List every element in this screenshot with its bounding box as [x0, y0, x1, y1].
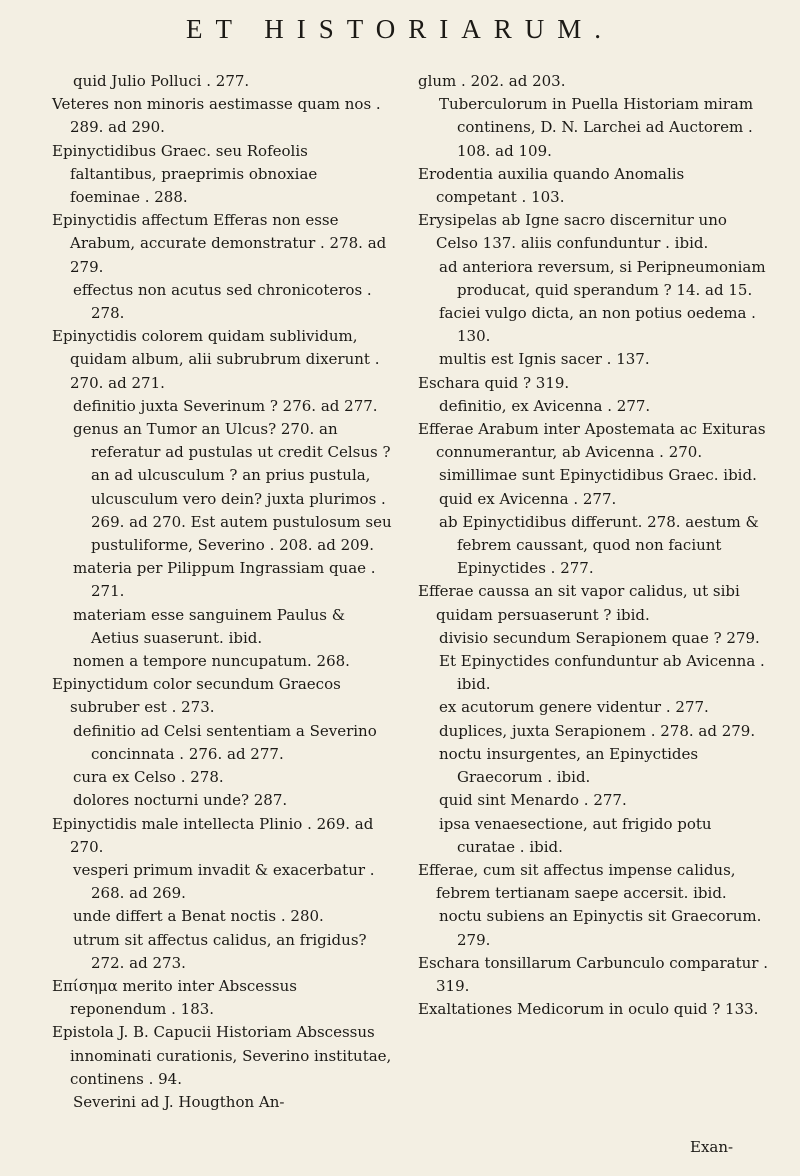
index-entry: ab Epinyctidibus differunt. 278. aestum & febrem caussant, quod non faciunt Epinyctides . 277. — [439, 512, 759, 578]
index-entry: materiam esse sanguinem Paulus & Aetius suaserunt. ibid. — [73, 605, 346, 647]
index-entry: Erysipelas ab Igne sacro discernitur uno Celso 137. aliis confunduntur . ibid. — [418, 211, 727, 253]
index-entry: Epinyctidum color secundum Graecos subruber est . 273. — [52, 675, 341, 717]
index-entry: effectus non acutus sed chronicoteros . 278. — [73, 280, 372, 323]
index-entry: ipsa venaesectione, aut frigido potu curatae . ibid. — [439, 814, 712, 856]
index-entry: dolores nocturni unde? 287. — [73, 791, 288, 810]
index-entry: Tuberculorum in Puella Historiam miram continens, D. N. Larchei ad Auctorem . 108. ad 109. — [439, 95, 754, 160]
index-entry: Exaltationes Medicorum in oculo quid ? 133. — [418, 1000, 759, 1019]
index-entry: divisio secundum Serapionem quae ? 279. — [439, 628, 760, 647]
index-entry: glum . 202. ad 203. — [418, 72, 566, 90]
index-entry: Veteres non minoris aestimasse quam nos . 289. ad 290. — [52, 95, 381, 137]
index-entry: Severini ad J. Hougthon An- — [73, 1092, 285, 1111]
index-entry: materia per Pilippum Ingrassiam quae . 271. — [73, 559, 376, 601]
index-column-right — [418, 70, 768, 1021]
index-entry: duplices, juxta Serapionem . 278. ad 279. — [439, 721, 756, 740]
index-entry: quid Julio Polluci . 277. — [73, 72, 250, 90]
index-entry: Epinyctidis affectum Efferas non esse Arabum, accurate demonstratur . 278. ad 279. — [52, 211, 387, 276]
index-entry: vesperi primum invadit & exacerbatur . 268. ad 269. — [73, 860, 375, 903]
index-entry: Epinyctidis colorem quidam sublividum, quidam album, alii subrubrum dixerunt . 270. ad 271. — [52, 327, 380, 392]
index-entry: unde differt a Benat noctis . 280. — [73, 907, 324, 926]
index-entry: Efferae Arabum inter Apostemata ac Exituras connumerantur, ab Avicenna . 270. — [418, 420, 766, 462]
index-entry: definitio ad Celsi sententiam a Severino concinnata . 276. ad 277. — [73, 721, 377, 763]
index-entry: ex acutorum genere videntur . 277. — [439, 698, 709, 717]
index-entry: faciei vulgo dicta, an non potius oedema . 130. — [439, 304, 756, 346]
index-entry: Epistola J. B. Capucii Historiam Abscessus innominati curationis, Severino institutae, continens . 94. — [52, 1023, 392, 1088]
index-entry: Epinyctidis male intellecta Plinio . 269. ad 270. — [52, 814, 374, 856]
running-header: ET HISTORIARUM. — [185, 14, 615, 44]
index-entry: Eschara tonsillarum Carbunculo comparatur . 319. — [418, 953, 768, 995]
index-entry: Επίσημα merito inter Abscessus reponendum . 183. — [52, 976, 297, 1019]
index-entry: quid ex Avicenna . 277. — [439, 489, 617, 508]
index-entry: simillimae sunt Epinyctidibus Graec. ibid. — [439, 466, 757, 485]
index-entry: Et Epinyctides confunduntur ab Avicenna . ibid. — [439, 652, 765, 694]
index-entry: Eschara quid ? 319. — [418, 373, 570, 392]
index-entry: quid sint Menardo . 277. — [439, 791, 627, 810]
index-entry: definitio, ex Avicenna . 277. — [439, 396, 651, 415]
index-entry: ad anteriora reversum, si Peripneumoniam producat, quid sperandum ? 14. ad 15. — [439, 257, 766, 299]
index-entry: utrum sit affectus calidus, an frigidus? 272. ad 273. — [73, 930, 367, 972]
index-column-left — [52, 70, 392, 1114]
index-entry: cura ex Celso . 278. — [73, 768, 224, 787]
catchword: Exan- — [690, 1138, 734, 1156]
index-entry: Erodentia auxilia quando Anomalis competant . 103. — [418, 164, 685, 207]
index-entry: noctu subiens an Epinyctis sit Graecorum. 279. — [439, 907, 762, 949]
index-entry: Efferae, cum sit affectus impense calidus, febrem tertianam saepe accersit. ibid. — [418, 860, 736, 903]
index-entry: Efferae caussa an sit vapor calidus, ut sibi quidam persuaserunt ? ibid. — [418, 582, 740, 624]
index-entry: nomen a tempore nuncupatum. 268. — [73, 652, 350, 671]
index-entry: definitio juxta Severinum ? 276. ad 277. — [73, 396, 378, 415]
index-entry: genus an Tumor an Ulcus? 270. an referatur ad pustulas ut credit Celsus ? an ad ulcusculum ? an prius pustula, ulcusculum vero dein? juxta plurimos . 269. ad 270. Est autem pustulosum seu pustuliforme, Severino . 208. ad 209. — [73, 420, 392, 555]
index-entry: multis est Ignis sacer . 137. — [439, 350, 650, 369]
index-entry: noctu insurgentes, an Epinyctides Graecorum . ibid. — [439, 744, 699, 787]
index-entry: Epinyctidibus Graec. seu Rofeolis faltantibus, praeprimis obnoxiae foeminae . 288. — [52, 141, 318, 207]
